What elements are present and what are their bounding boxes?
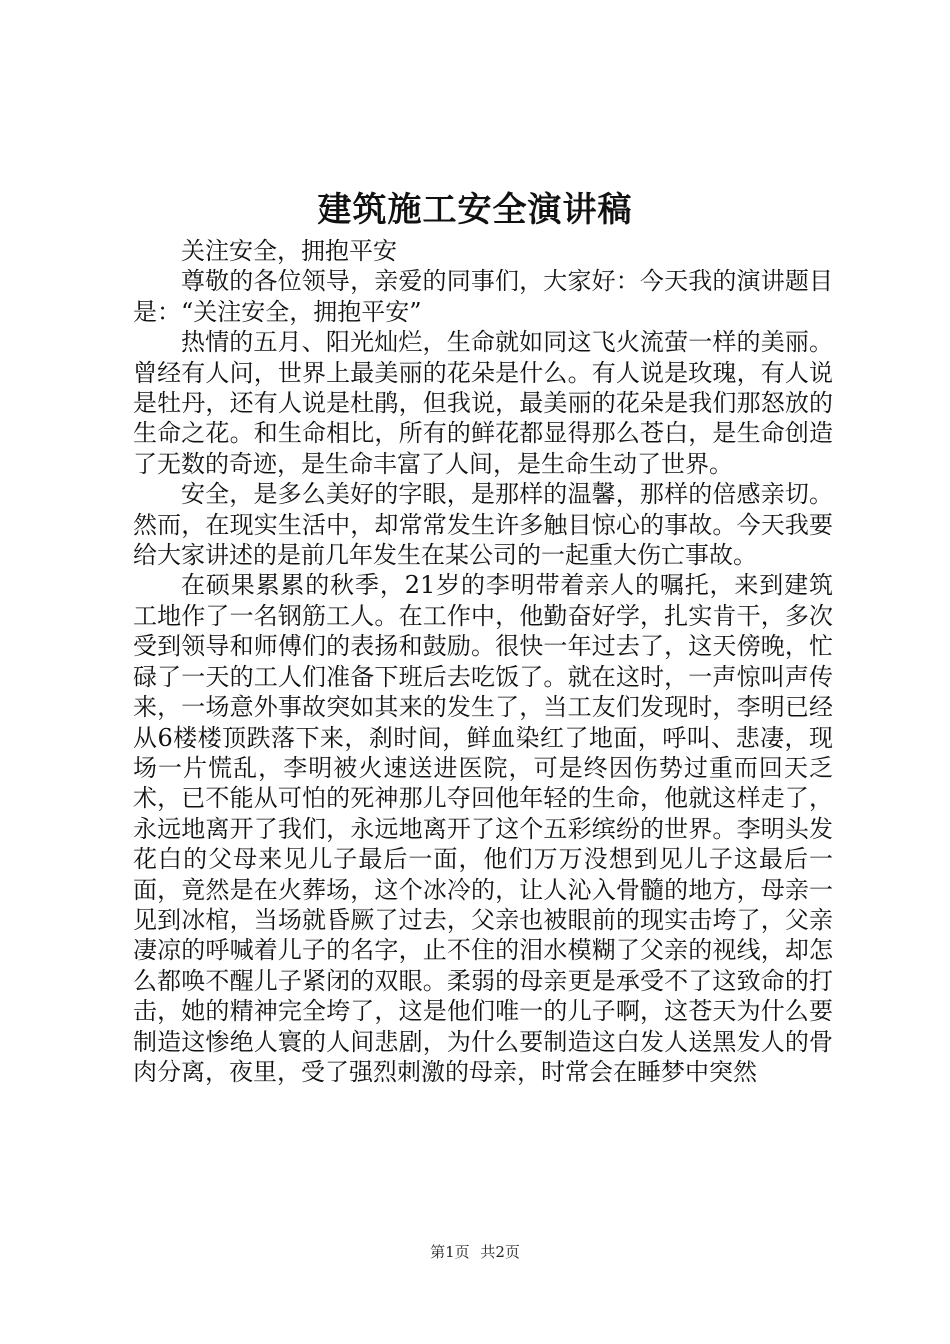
page-number: 第1页 — [430, 1243, 470, 1261]
paragraph-greeting: 尊敬的各位领导，亲爱的同事们，大家好：今天我的演讲题目是：“关注安全，拥抱平安” — [133, 267, 833, 326]
paragraph-accident-story: 在硕果累累的秋季，21岁的李明带着亲人的嘱托，来到建筑工地作了一名钢筋工人。在工作中，他勤奋好学，扎实肯干，多次受到领导和师傅们的表扬和鼓励。很快一年过去了，这天傍晚，忙碌了一天的工人们准备下班后去吃饭了。就在这时，一声惊叫声传来，一场意外事故突如其来的发生了，当工友们发现时，李明已经从6楼楼顶跌落下来，刹时间，鲜血染红了地面，呼叫、悲凄，现场一片慌乱，李明被火速送进医院，可是终因伤势过重而回天乏术，已不能从可怕的死神那儿夺回他年轻的生命，他就这样走了，永远地离开了我们，永远地离开了这个五彩缤纷的世界。李明头发花白的父母来见儿子最后一面，他们万万没想到见儿子这最后一面，竟然是在火葬场，这个冰冷的，让人沁入骨髓的地方，母亲一见到冰棺，当场就昏厥了过去，父亲也被眼前的现实击垮了，父亲凄凉的呼喊着儿子的名字，止不住的泪水模糊了父亲的视线，却怎么都唤不醒儿子紧闭的双眼。柔弱的母亲更是承受不了这致命的打击，她的精神完全垮了，这是他们唯一的儿子啊，这苍天为什么要制造这惨绝人寰的人间悲剧，为什么要制造这白发人送黑发人的骨肉分离，夜里，受了强烈刺激的母亲，时常会在睡梦中突然 — [133, 571, 833, 1086]
page-total: 共2页 — [480, 1243, 520, 1261]
page-footer — [0, 1242, 950, 1262]
paragraph-safety: 安全，是多么美好的字眼，是那样的温馨，那样的倍感亲切。然而，在现实生活中，却常常发生许多触目惊心的事故。今天我要给大家讲述的是前几年发生在某公司的一起重大伤亡事故。 — [133, 480, 833, 570]
paragraph-life: 热情的五月、阳光灿烂，生命就如同这飞火流萤一样的美丽。曾经有人问，世界上最美丽的花朵是什么。有人说是玫瑰，有人说是牡丹，还有人说是杜鹃，但我说，最美丽的花朵是我们那怒放的生命之花。和生命相比，所有的鲜花都显得那么苍白，是生命创造了无数的奇迹，是生命丰富了人间，是生命生动了世界。 — [133, 328, 833, 478]
document-title: 建筑施工安全演讲稿 — [317, 190, 633, 230]
document-body — [133, 236, 833, 1087]
paragraph-subtitle: 关注安全，拥抱平安 — [181, 237, 397, 265]
